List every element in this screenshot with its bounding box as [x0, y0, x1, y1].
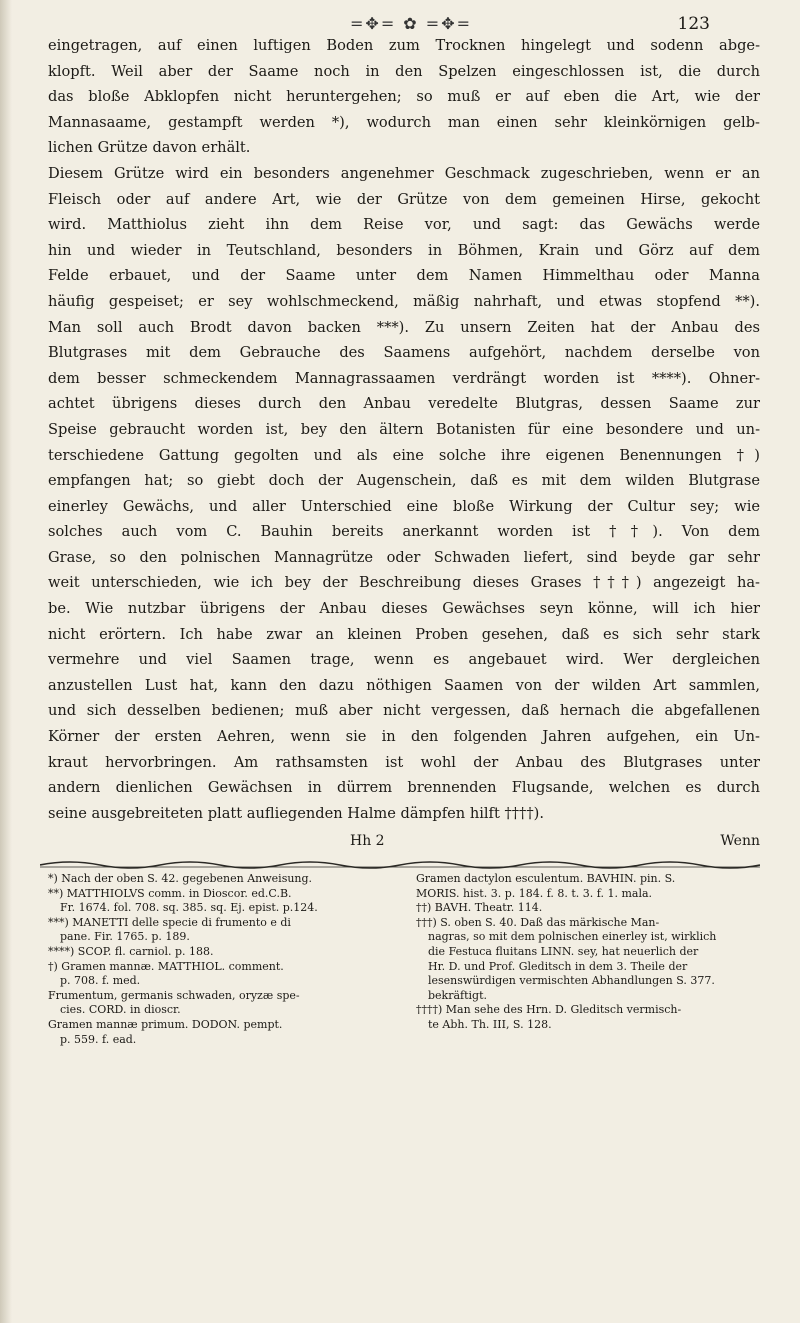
body-line: häufig gespeiset; er sey wohlschmeckend, mäßig nahrhaft, und etwas stopfend **).: [48, 292, 760, 310]
body-line: eingetragen, auf einen luftigen Boden zum Trocknen hingelegt und sodenn abge-: [48, 37, 760, 54]
footnote-line: **) MATTHIOLVS comm. in Dioscor. ed.C.B.: [48, 886, 292, 900]
footnote-line: ****) SCOP. fl. carniol. p. 188.: [48, 944, 214, 958]
body-line: dem besser schmeckendem Mannagrassaamen verdrängt worden ist ****). Ohner-: [48, 369, 760, 387]
footnote-line: †††) S. oben S. 40. Daß das märkische Man-: [416, 915, 660, 929]
body-line: weit unterschieden, wie ich bey der Beschreibung dieses Grases †††) angezeigt ha-: [48, 574, 760, 592]
body-line: Speise gebraucht worden ist, bey den ältern Botanisten für eine besondere und un-: [48, 420, 760, 438]
body-line: wird. Matthiolus zieht ihn dem Reise vor, und sagt: das Gewächs werde: [48, 216, 760, 234]
body-line: klopft. Weil aber der Saame noch in den Spelzen eingeschlossen ist, die durch: [48, 62, 760, 80]
page-number: 123: [677, 14, 710, 34]
body-line: terschiedene Gattung gegolten und als eine solche ihre eigenen Benennungen †): [48, 446, 760, 464]
body-line: Grase, so den polnischen Mannagrütze oder Schwaden liefert, sind beyde gar sehr: [48, 548, 760, 566]
body-line: Fleisch oder auf andere Art, wie der Grütze von dem gemeinen Hirse, gekocht: [48, 190, 760, 208]
body-line: achtet übrigens dieses durch den Anbau veredelte Blutgras, dessen Saame zur: [48, 395, 760, 413]
body-line: und sich desselben bedienen; muß aber nicht vergessen, daß hernach die abgefallenen: [48, 702, 760, 720]
footnotes-right-column: [416, 872, 761, 1033]
body-line: lichen Grütze davon erhält.: [48, 139, 251, 157]
body-line: be. Wie nutzbar übrigens der Anbau dieses Gewächses seyn könne, will ich hier: [48, 600, 760, 618]
body-line: Man soll auch Brodt davon backen ***). Zu unsern Zeiten hat der Anbau des: [48, 318, 760, 336]
footnote-line: Fr. 1674. fol. 708. sq. 385. sq. Ej. epist. p.124.: [60, 901, 318, 915]
body-line: Körner der ersten Aehren, wenn sie in den folgenden Jahren aufgehen, ein Un-: [48, 728, 760, 746]
body-line: anzustellen Lust hat, kann den dazu nöthigen Saamen von der wilden Art sammlen,: [48, 676, 760, 694]
footnote-line: lesenswürdigen vermischten Abhandlungen S. 377.: [428, 974, 715, 988]
footnote-line: †) Gramen mannæ. MATTHIOL. comment.: [48, 959, 284, 973]
footnote-line: MORIS. hist. 3. p. 184. f. 8. t. 3. f. 1. mala.: [416, 886, 653, 900]
footnote-line: Frumentum, germanis schwaden, oryzæ spe-: [48, 988, 300, 1002]
footnote-line: bekräftigt.: [428, 988, 488, 1002]
footnote-line: p. 708. f. med.: [60, 974, 141, 988]
body-line: Blutgrases mit dem Gebrauche des Saamens aufgehört, nachdem derselbe von: [48, 344, 760, 362]
footnote-line: ***) MANETTI delle specie di frumento e di: [48, 915, 291, 929]
footnote-line: Gramen mannæ primum. DODON. pempt.: [48, 1017, 283, 1031]
body-line: Mannasaame, gestampft werden *), wodurch man einen sehr kleinkörnigen gelb-: [48, 113, 760, 131]
footnote-line: *) Nach der oben S. 42. gegebenen Anweisung.: [48, 872, 313, 885]
body-text: [48, 33, 760, 826]
footnote-line: ††††) Man sehe des Hrn. D. Gleditsch vermisch-: [416, 1003, 682, 1017]
footnote-line: p. 559. f. ead.: [60, 1032, 137, 1046]
body-line: kraut hervorbringen. Am rathsamsten ist wohl der Anbau des Blutgrases unter: [48, 753, 760, 771]
footnotes-left-column: [48, 872, 396, 1047]
signature-mark: Hh 2: [350, 833, 385, 849]
body-line: Diesem Grütze wird ein besonders angenehmer Geschmack zugeschrieben, wenn er an: [48, 164, 760, 182]
footnote-line: cies. CORD. in dioscr.: [60, 1003, 181, 1017]
body-line: nicht erörtern. Ich habe zwar an kleinen Proben gesehen, daß es sich sehr stark: [48, 625, 760, 643]
body-line: andern dienlichen Gewächsen in dürrem brennenden Flugsande, welchen es durch: [48, 779, 760, 797]
footnote-line: nagras, so mit dem polnischen einerley ist, wirklich: [428, 930, 717, 944]
body-line: vermehre und viel Saamen trage, wenn es angebauet wird. Wer dergleichen: [48, 651, 760, 669]
body-line: empfangen hat; so giebt doch der Augenschein, daß es mit dem wilden Blutgrase: [48, 472, 760, 490]
footnote-line: pane. Fir. 1765. p. 189.: [60, 930, 190, 944]
header-ornament: =✥= ✿ =✥=: [350, 14, 473, 33]
footnote-line: te Abh. Th. III, S. 128.: [428, 1017, 552, 1031]
footnote-line: Gramen dactylon esculentum. BAVHIN. pin. S.: [416, 872, 676, 885]
signature-line: [40, 833, 760, 855]
catchword: Wenn: [720, 833, 760, 849]
footnote-rule: [40, 859, 760, 871]
footnote-line: Hr. D. und Prof. Gleditsch in dem 3. Theile der: [428, 959, 688, 973]
body-line: einerley Gewächs, und aller Unterschied eine bloße Wirkung der Cultur sey; wie: [48, 497, 760, 515]
body-line: hin und wieder in Teutschland, besonders in Böhmen, Krain und Görz auf dem: [48, 241, 760, 259]
footnote-line: die Festuca fluitans LINN. sey, hat neuerlich der: [428, 944, 699, 958]
body-line: solches auch vom C. Bauhin bereits anerkannt worden ist ††). Von dem: [48, 523, 760, 541]
body-line: Felde erbauet, und der Saame unter dem Namen Himmelthau oder Manna: [48, 267, 760, 285]
footnote-line: ††) BAVH. Theatr. 114.: [416, 901, 543, 915]
body-line: seine ausgebreiteten platt aufliegenden Halme dämpfen hilft ††††).: [48, 804, 544, 822]
page-gutter-shadow: [0, 0, 12, 1323]
body-line: das bloße Abklopfen nicht heruntergehen; so muß er auf eben die Art, wie der: [48, 88, 760, 106]
